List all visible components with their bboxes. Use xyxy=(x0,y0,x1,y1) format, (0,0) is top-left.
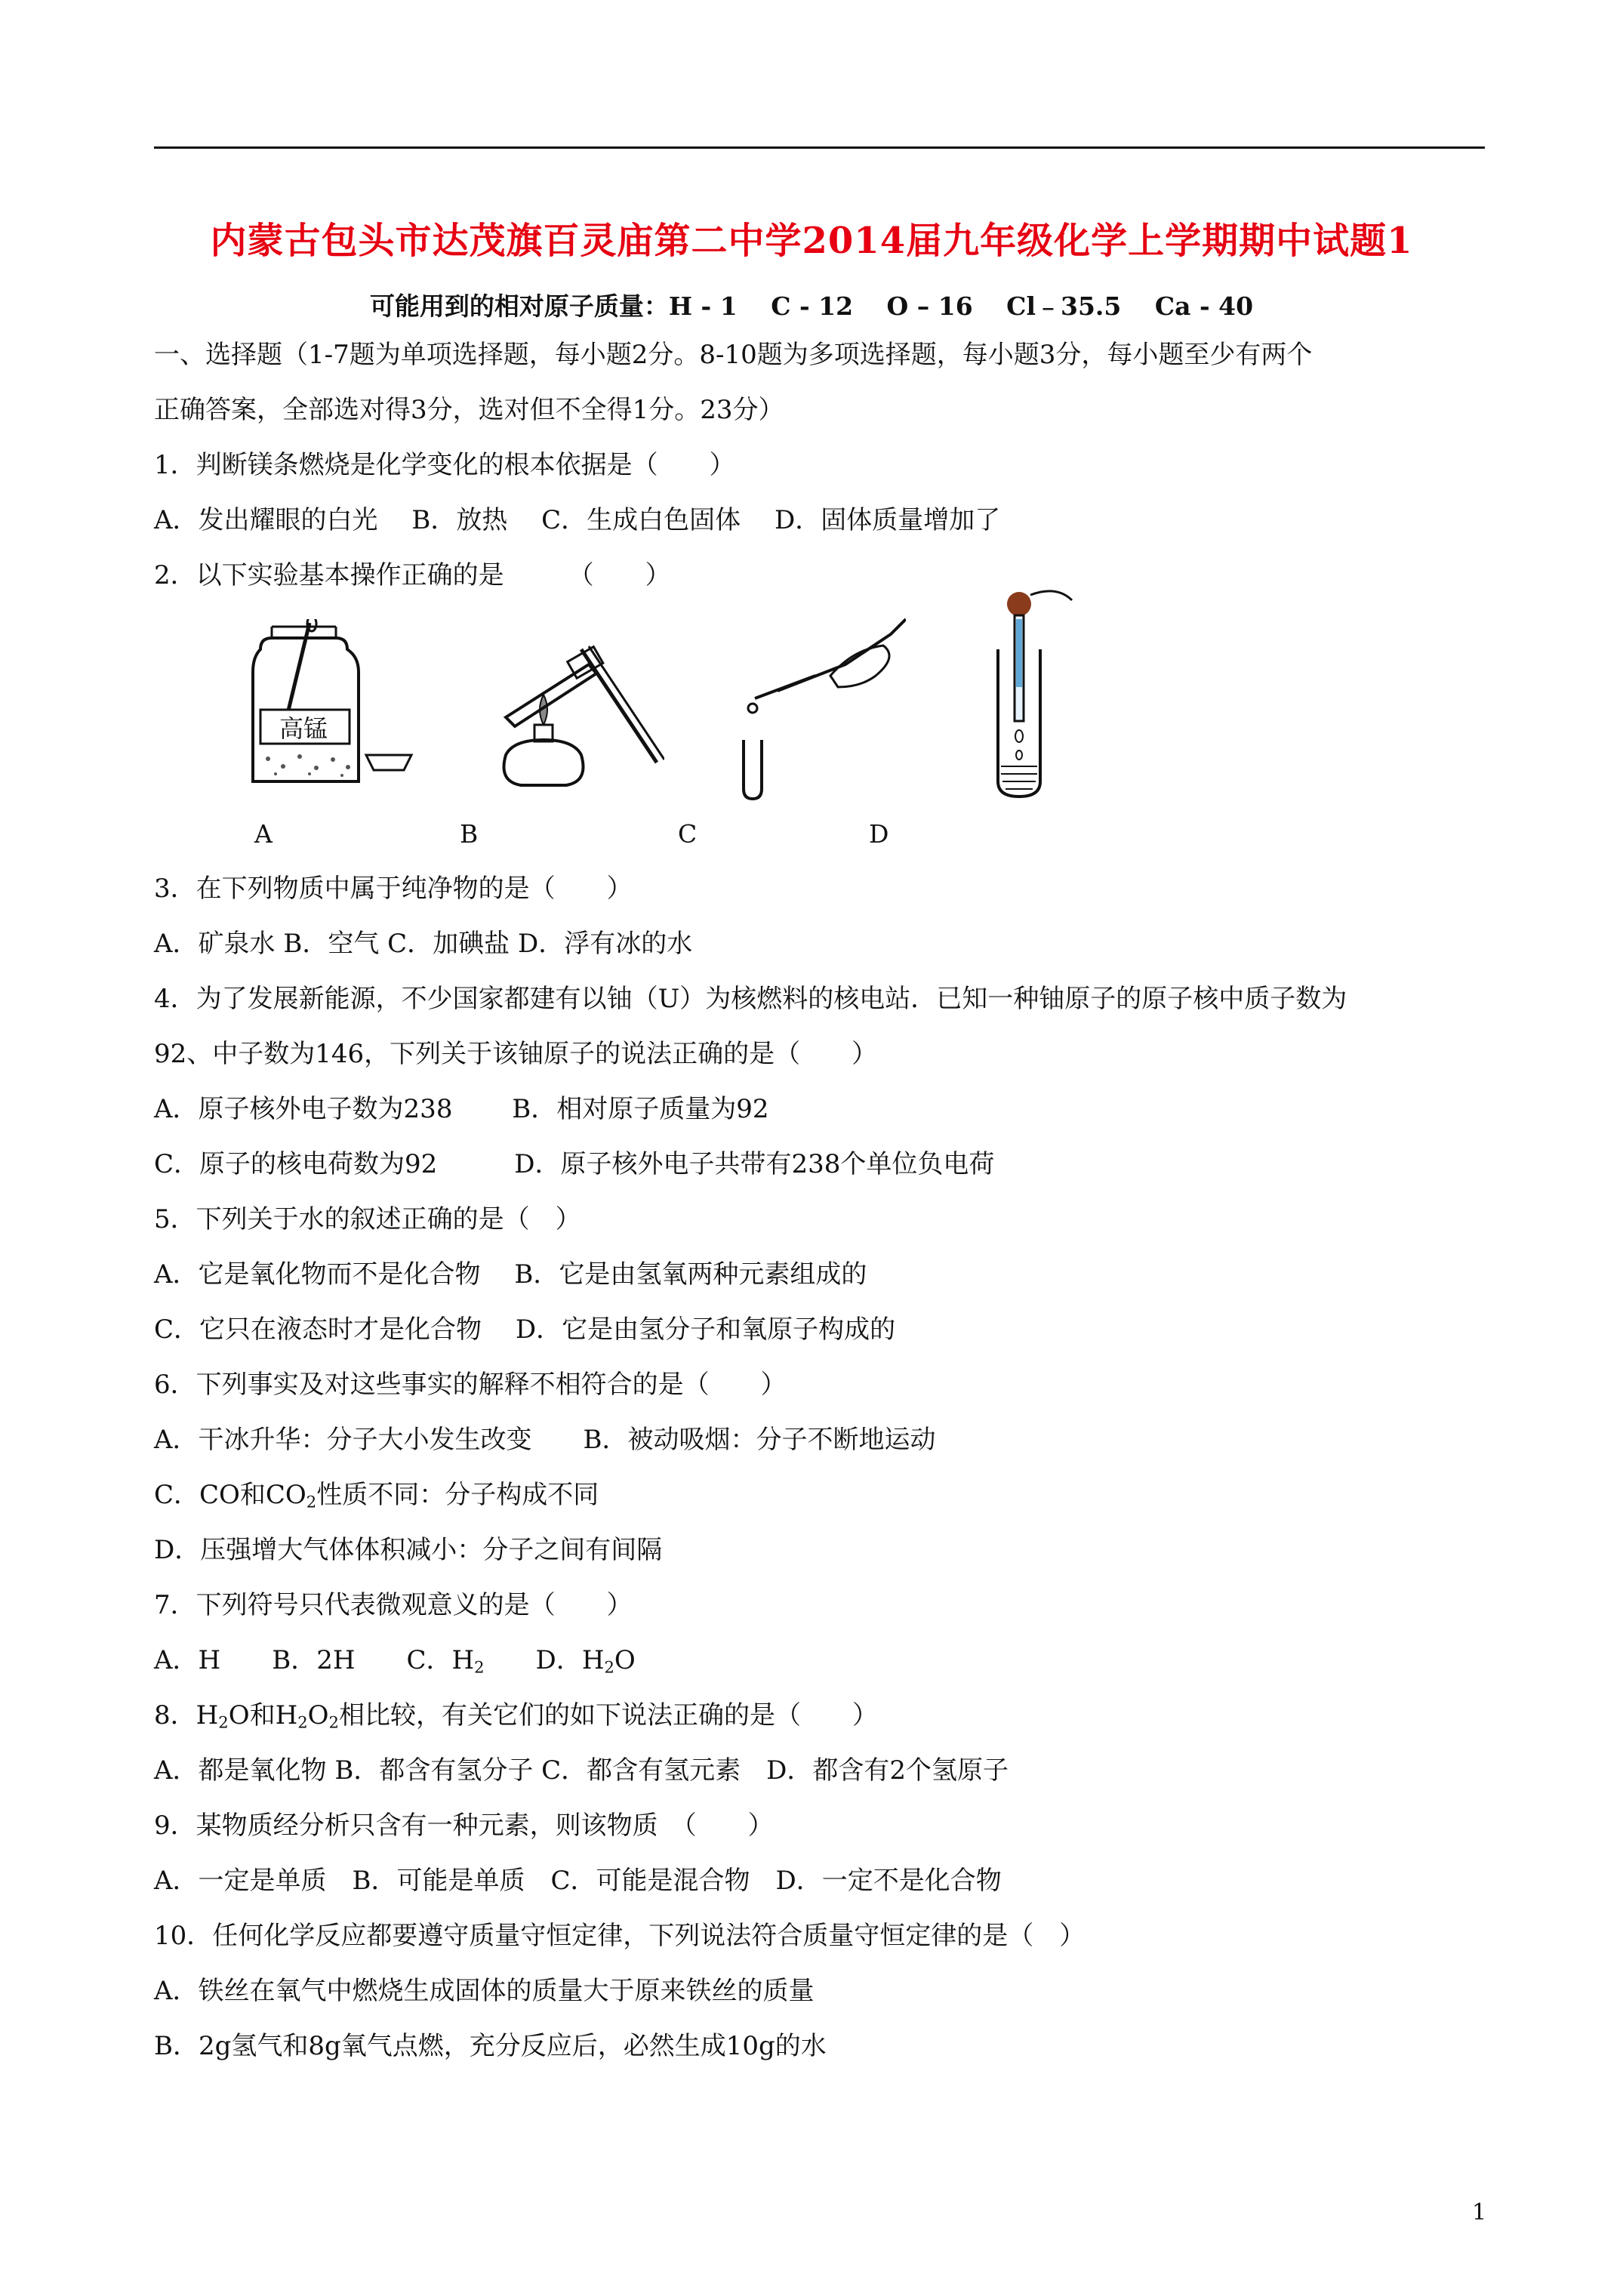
q4-options-cd: C．原子的核电荷数为92 D．原子核外电子共带有238个单位负电荷 xyxy=(154,1149,995,1179)
section-instructions-line-1: 一、选择题（1-7题为单项选择题，每小题2分。8-10题为多项选择题，每小题3分，每小题至少有两个 xyxy=(154,340,1313,370)
figure-c-dropper xyxy=(725,604,906,800)
q3-stem: 3．在下列物质中属于纯净物的是（ ） xyxy=(154,874,633,904)
q8-stem: 8．$H_2O$和$H_2O_2$相比较，有关它们的如下说法正确的是（ ） xyxy=(154,1700,878,1732)
q6-stem: 6．下列事实及对这些事实的解释不相符合的是（ ） xyxy=(154,1370,787,1400)
q1-options: A．发出耀眼的白光 B．放热 C．生成白色固体 D．固体质量增加了 xyxy=(154,505,1001,535)
page-title: 内蒙古包头市达茂旗百灵庙第二中学2014届九年级化学上学期期中试题1 xyxy=(210,220,1413,262)
q8-options: A．都是氧化物 B．都含有氢分子 C．都含有氢元素 D．都含有2个氢原子 xyxy=(154,1755,1009,1786)
figure-b-heating-test-tube xyxy=(476,619,664,793)
page-number: 1 xyxy=(1472,2199,1487,2226)
q5-options-ab: A．它是氧化物而不是化合物 B．它是由氢氧两种元素组成的 xyxy=(154,1259,867,1290)
q10-option-b: B．2g氢气和8g氧气点燃，充分反应后，必然生成10g的水 xyxy=(154,2031,827,2061)
figure-d-label: D xyxy=(869,819,889,849)
header-rule xyxy=(154,146,1485,149)
bottle-label: 高锰 xyxy=(279,714,328,743)
q10-option-a: A．铁丝在氧气中燃烧生成固体的质量大于原来铁丝的质量 xyxy=(154,1976,815,2006)
q9-stem: 9．某物质经分析只含有一种元素，则该物质 （ ） xyxy=(154,1811,774,1841)
q5-stem: 5．下列关于水的叙述正确的是（ ） xyxy=(154,1204,581,1234)
q4-stem-line-2: 92、中子数为146，下列关于该铀原子的说法正确的是（ ） xyxy=(154,1039,878,1069)
atomic-masses-line: 可能用到的相对原子质量：H - 1 C - 12 O – 16 Cl﹣35.5 Ca - 40 xyxy=(369,291,1254,321)
figure-a-reagent-bottle xyxy=(238,619,419,793)
q6-option-c: C．CO和$CO_2$性质不同：分子构成不同 xyxy=(154,1480,599,1512)
figure-b-label: B xyxy=(460,819,479,849)
q5-options-cd: C．它只在液态时才是化合物 D．它是由氢分子和氧原子构成的 xyxy=(154,1314,896,1345)
figure-d-dropper-in-tube xyxy=(959,581,1079,800)
q10-stem: 10．任何化学反应都要遵守质量守恒定律，下列说法符合质量守恒定律的是（ ） xyxy=(154,1921,1086,1951)
figure-c-label: C xyxy=(678,819,698,849)
q3-options: A．矿泉水 B．空气 C．加碘盐 D．浮有冰的水 xyxy=(154,929,693,959)
figure-a-label: A xyxy=(254,819,273,849)
q1-stem: 1．判断镁条燃烧是化学变化的根本依据是（ ） xyxy=(154,450,735,480)
q7-stem: 7．下列符号只代表微观意义的是（ ） xyxy=(154,1590,633,1620)
q4-stem-line-1: 4．为了发展新能源，不少国家都建有以铀（U）为核燃料的核电站．已知一种铀原子的原子核中质子数为 xyxy=(154,984,1347,1014)
section-instructions-line-2: 正确答案，全部选对得3分，选对但不全得1分。23分） xyxy=(154,395,784,425)
q2-stem: 2．以下实验基本操作正确的是 （ ） xyxy=(154,560,671,590)
q7-options: A．H B．2H C．$H_2$ D．$H_2O$ xyxy=(154,1645,636,1677)
q6-options-ab: A．干冰升华：分子大小发生改变 B．被动吸烟：分子不断地运动 xyxy=(154,1425,936,1455)
q4-options-ab: A．原子核外电子数为238 B．相对原子质量为92 xyxy=(154,1094,769,1124)
q9-options: A．一定是单质 B．可能是单质 C．可能是混合物 D．一定不是化合物 xyxy=(154,1866,1002,1896)
q6-option-d: D．压强增大气体体积减小：分子之间有间隔 xyxy=(154,1535,663,1565)
